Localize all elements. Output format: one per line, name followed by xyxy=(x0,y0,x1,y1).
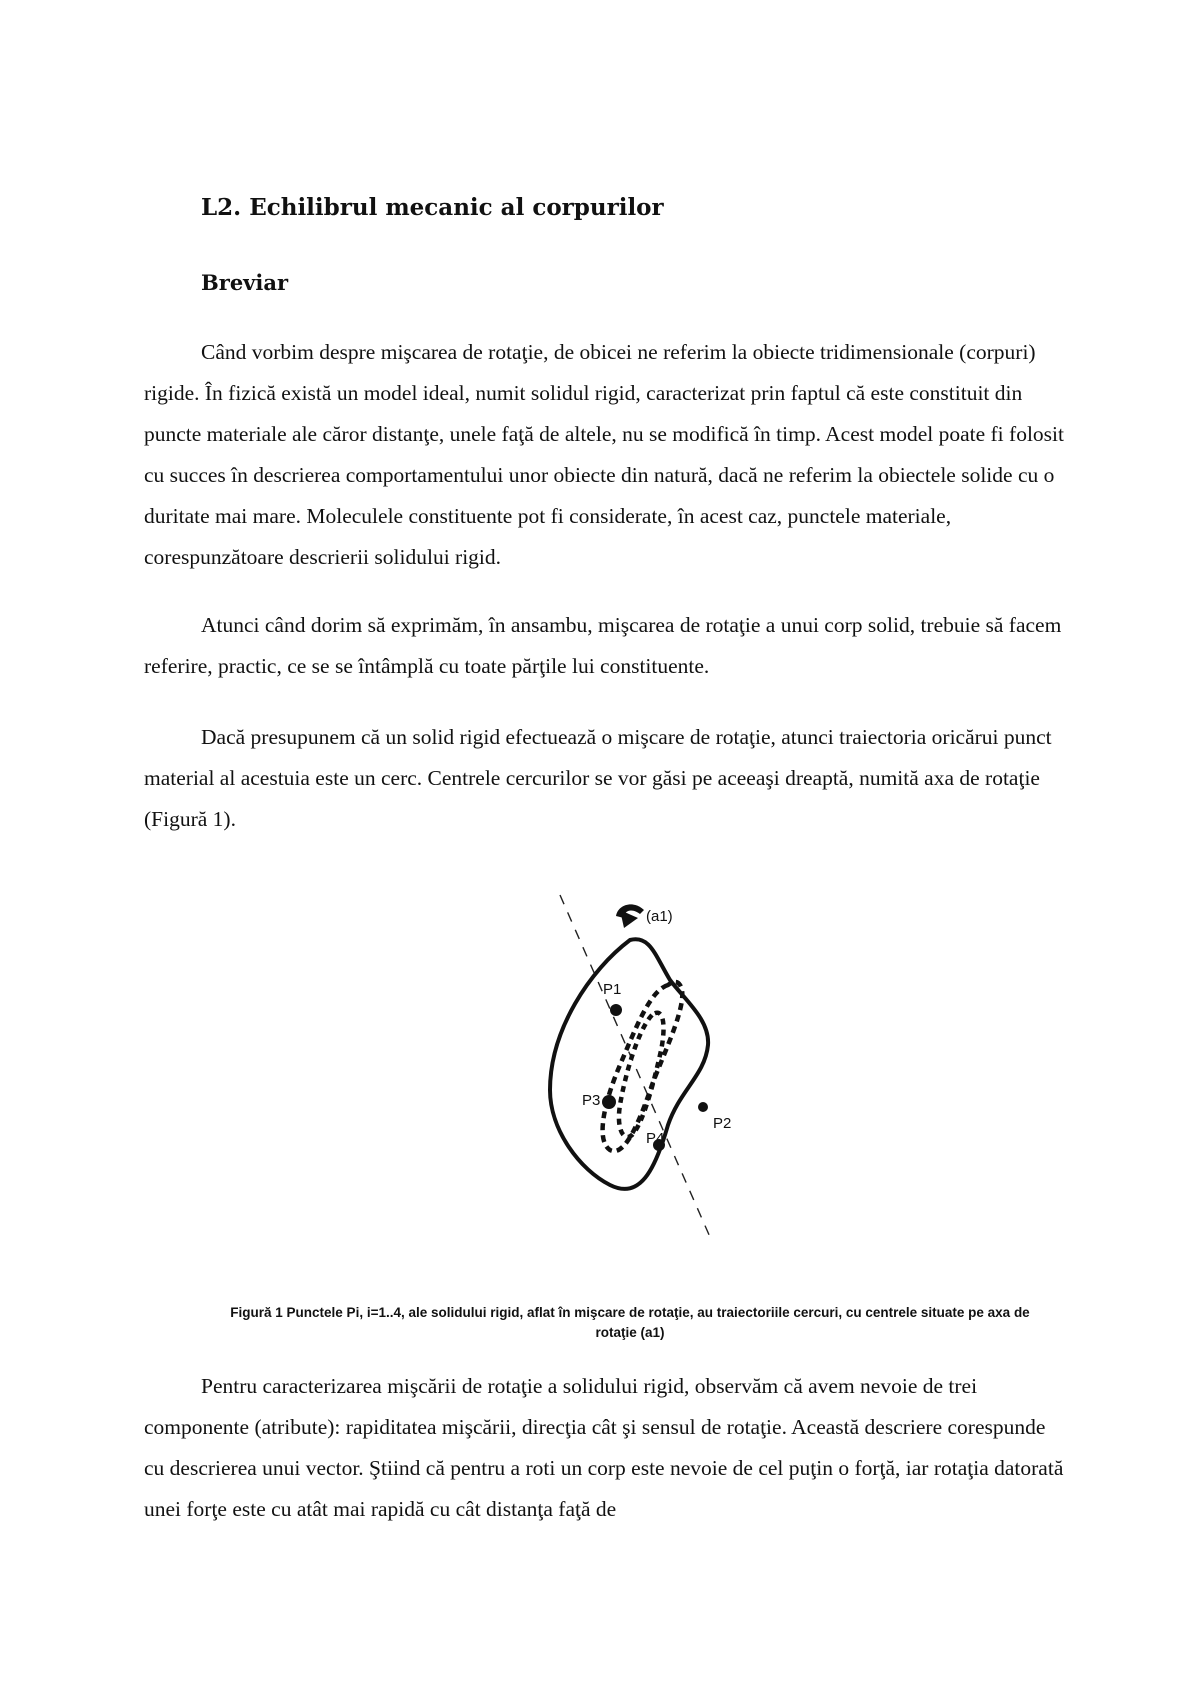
point-p1 xyxy=(610,1004,622,1016)
point-p2 xyxy=(698,1102,708,1112)
label-p1: P1 xyxy=(603,981,622,998)
trajectory-inner xyxy=(619,1013,664,1137)
point-p3 xyxy=(602,1095,616,1109)
paragraph-4: Pentru caracterizarea mişcării de rotaţie a solidului rigid, observăm că avem nevoie de trei componente (atribute): rapiditatea mişcării, direcţia cât şi sensul de rotaţie. Această descriere corespunde cu descrierea unui vector. Ştiind că pentru a roti un corp este nevoie de cel puţin o forţă, iar rotaţia datorată unei forţe este cu atât mai rapidă cu cât distanţa faţă de xyxy=(144,1374,1064,1521)
rotation-arrow-icon xyxy=(616,904,644,928)
paragraph-2: Atunci când dorim să exprimăm, în ansambu, mişcarea de rotaţie a unui corp solid, trebuie să facem referire, practic, ce se se întâmplă cu toate părţile lui constituente. xyxy=(144,613,1062,678)
label-p3: P3 xyxy=(582,1092,601,1109)
label-p4: P4 xyxy=(646,1130,665,1147)
section-heading: Breviar xyxy=(201,270,289,295)
figure-caption: Figură 1 Punctele Pi, i=1..4, ale solidului rigid, aflat în mişcare de rotaţie, au traiectoriile cercuri, cu centrele situate pe axa de rotaţie (a1) xyxy=(230,1305,1030,1340)
figure-rigid-body xyxy=(520,880,780,1240)
figure-drawing xyxy=(520,880,780,1240)
label-p2: P2 xyxy=(713,1115,732,1132)
paragraph-1: Când vorbim despre mişcarea de rotaţie, de obicei ne referim la obiecte tridimensionale (corpuri) rigide. În fizică există un model ideal, numit solidul rigid, caracterizat prin faptul că este constituit din puncte materiale ale căror distanţe, unele faţă de altele, nu se modifică în timp. Acest model poate fi folosit cu succes în descrierea comportamentului unor obiecte din natură, dacă ne referim la obiectele solide cu o duritate mai mare. Moleculele constituente pot fi considerate, în acest caz, punctele materiale, corespunzătoare descrierii solidului rigid. xyxy=(144,340,1064,569)
rigid-body-outline xyxy=(550,939,708,1189)
axis-label: (a1) xyxy=(646,908,673,925)
paragraph-3: Dacă presupunem că un solid rigid efectuează o mişcare de rotaţie, atunci traiectoria oricărui punct material al acestuia este un cerc. Centrele cercurilor se vor găsi pe aceeaşi dreaptă, numită axa de rotaţie (Figură 1). xyxy=(144,725,1052,831)
page-title: L2. Echilibrul mecanic al corpurilor xyxy=(201,194,664,221)
